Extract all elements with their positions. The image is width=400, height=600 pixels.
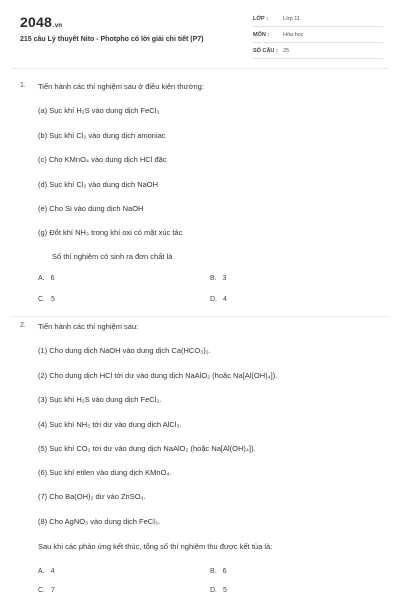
option-b[interactable] <box>210 568 227 575</box>
meta-label: LỚP : <box>253 16 268 22</box>
experiment-item: (g) Đốt khí NH₃ trong khí oxi có mặt xúc tác <box>38 228 183 237</box>
question-divider <box>12 316 388 317</box>
meta-row-count <box>253 45 383 59</box>
experiment-item: (c) Cho KMnO₄ vào dung dịch HCl đặc <box>38 155 167 164</box>
question-number: 1. <box>20 82 26 89</box>
meta-value: 25 <box>283 48 290 54</box>
page-header <box>0 0 400 60</box>
experiment-item: (5) Sục khí CO₂ tới dư vào dung dịch NaAlO₂ (hoặc Na[Al(OH)₄]). <box>38 444 256 453</box>
document-meta <box>253 13 383 61</box>
experiment-item: (3) Sục khí H₂S vào dung dịch FeCl₂. <box>38 395 162 404</box>
meta-value: Hóa học <box>283 32 304 38</box>
experiment-item: (b) Sục khí Cl₂ vào dung dịch amoniac <box>38 131 166 140</box>
logo-main: 2048 <box>20 14 52 30</box>
option-c[interactable] <box>38 296 55 303</box>
option-text: 4 <box>50 568 55 575</box>
question-number: 2. <box>20 322 26 329</box>
experiment-item: (d) Sục khí Cl₂ vào dung dịch NaOH <box>38 180 159 189</box>
question-1 <box>20 82 380 312</box>
meta-row-class <box>253 13 383 27</box>
option-letter: A. <box>38 275 45 282</box>
site-logo[interactable] <box>20 14 62 30</box>
question-stem: Tiến hành các thí nghiệm sau: <box>38 322 139 331</box>
question-prompt: Sau khi các phản ứng kết thúc, tổng số thí nghiệm thu được kết tủa là: <box>38 542 273 551</box>
option-letter: D. <box>210 296 217 303</box>
experiment-item: (4) Sục khí NH₃ tới dư vào dung dịch AlCl₃. <box>38 420 182 429</box>
experiment-item: (2) Cho dung dịch HCl tới dư vào dung dịch NaAlO₂ (hoặc Na[Al(OH)₄]). <box>38 371 278 380</box>
option-letter: A. <box>38 568 45 575</box>
option-letter: B. <box>210 568 217 575</box>
experiment-item: (6) Sục khí etilen vào dung dịch KMnO₄. <box>38 468 172 477</box>
option-text: 6 <box>50 275 55 282</box>
question-prompt: Số thí nghiệm có sinh ra đơn chất là <box>52 252 173 261</box>
option-d[interactable] <box>210 296 227 303</box>
option-letter: D. <box>210 587 217 594</box>
option-text: 5 <box>223 587 227 594</box>
option-b[interactable] <box>210 275 227 282</box>
experiment-item: (7) Cho Ba(OH)₂ dư vào ZnSO₄. <box>38 492 146 501</box>
question-2 <box>20 322 380 597</box>
meta-label: MÔN : <box>253 32 270 38</box>
experiment-item: (8) Cho AgNO₃ vào dung dịch FeCl₃. <box>38 517 160 526</box>
meta-value: Lớp 11 <box>283 16 300 22</box>
experiment-item: (e) Cho Si vào dung dịch NaOH <box>38 204 144 213</box>
option-text: 4 <box>223 296 227 303</box>
option-letter: C. <box>38 587 45 594</box>
option-text: 5 <box>51 296 55 303</box>
meta-row-subject <box>253 29 383 43</box>
question-stem: Tiến hành các thí nghiệm sau ở điều kiện thường: <box>38 82 204 91</box>
option-letter: C. <box>38 296 45 303</box>
document-title: 215 câu Lý thuyết Nito - Photpho có lời giải chi tiết (P7) <box>20 36 204 43</box>
experiment-item: (a) Sục khí H₂S vào dung dịch FeCl₃ <box>38 106 160 115</box>
option-text: 7 <box>51 587 55 594</box>
option-text: 3 <box>222 275 227 282</box>
logo-suffix: .vn <box>52 23 63 29</box>
experiment-item: (1) Cho dung dịch NaOH vào dung dịch Ca(HCO₃)₂. <box>38 346 211 355</box>
option-c[interactable] <box>38 587 55 594</box>
option-a[interactable] <box>38 275 55 282</box>
option-letter: B. <box>210 275 217 282</box>
option-a[interactable] <box>38 568 55 575</box>
option-text: 6 <box>222 568 227 575</box>
header-divider <box>12 68 388 69</box>
meta-label: SỐ CÂU : <box>253 48 278 54</box>
option-d[interactable] <box>210 587 227 594</box>
